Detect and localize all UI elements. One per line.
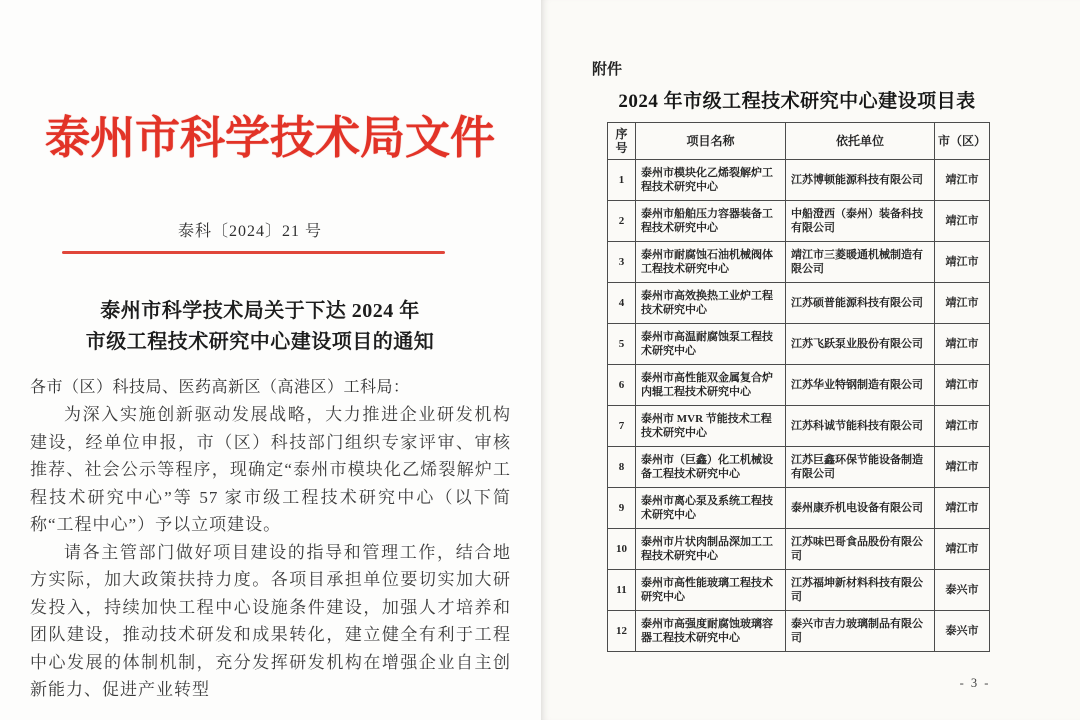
projects-table-body <box>608 160 990 652</box>
page-number: - 3 - <box>959 676 991 690</box>
cell-project-name: 泰州市片状肉制品深加工工程技术研究中心 <box>636 529 786 570</box>
table-row <box>608 570 990 611</box>
cell-city-district: 靖江市 <box>935 529 990 570</box>
cell-serial-number: 11 <box>608 570 636 611</box>
cell-project-name: 泰州市高性能玻璃工程技术研究中心 <box>636 570 786 611</box>
document-heading <box>10 296 510 358</box>
table-row <box>608 406 990 447</box>
cell-serial-number: 9 <box>608 488 636 529</box>
cell-city-district: 靖江市 <box>935 447 990 488</box>
table-row <box>608 242 990 283</box>
cell-supporting-unit: 泰州康乔机电设备有限公司 <box>786 488 935 529</box>
table-row <box>608 488 990 529</box>
cell-serial-number: 7 <box>608 406 636 447</box>
cell-city-district: 靖江市 <box>935 365 990 406</box>
cell-city-district: 靖江市 <box>935 406 990 447</box>
cell-serial-number: 2 <box>608 201 636 242</box>
cell-project-name: 泰州市高强度耐腐蚀玻璃容器工程技术研究中心 <box>636 611 786 652</box>
document-heading-line2: 市级工程技术研究中心建设项目的通知 <box>85 331 435 353</box>
cell-supporting-unit: 江苏华业特钢制造有限公司 <box>786 365 935 406</box>
body-paragraph-1: 为深入实施创新驱动发展战略，大力推进企业研发机构建设，经单位申报，市（区）科技部门组织专家评审、审核推荐、社会公示等程序，现确定“泰州市模块化乙烯裂解炉工程技术研究中心”等 57 家市级工程技术研究中心（以下简称“工程中心”）予以立项建设。 <box>30 405 511 534</box>
cell-city-district: 靖江市 <box>935 283 990 324</box>
cell-project-name: 泰州市 MVR 节能技术工程技术研究中心 <box>636 406 786 447</box>
table-row <box>608 324 990 365</box>
cell-serial-number: 1 <box>608 160 636 201</box>
cell-city-district: 靖江市 <box>935 324 990 365</box>
cell-serial-number: 5 <box>608 324 636 365</box>
cell-serial-number: 8 <box>608 447 636 488</box>
cell-supporting-unit: 江苏飞跃泵业股份有限公司 <box>786 324 935 365</box>
header-city-district: 市（区） <box>935 123 990 160</box>
cell-project-name: 泰州市高温耐腐蚀泵工程技术研究中心 <box>636 324 786 365</box>
table-row <box>608 529 990 570</box>
cell-city-district: 靖江市 <box>935 488 990 529</box>
salutation: 各市（区）科技局、医药高新区（高港区）工科局： <box>30 379 410 396</box>
cell-supporting-unit: 江苏博顿能源科技有限公司 <box>786 160 935 201</box>
cell-project-name: 泰州市耐腐蚀石油机械阀体工程技术研究中心 <box>636 242 786 283</box>
cell-project-name: 泰州市离心泵及系统工程技术研究中心 <box>636 488 786 529</box>
doc-number: 泰科〔2024〕21 号 <box>177 223 322 240</box>
table-row <box>608 201 990 242</box>
cell-supporting-unit: 江苏科诚节能科技有限公司 <box>786 406 935 447</box>
cell-project-name: 泰州市船舶压力容器装备工程技术研究中心 <box>636 201 786 242</box>
cell-serial-number: 6 <box>608 365 636 406</box>
cell-serial-number: 3 <box>608 242 636 283</box>
projects-table-wrap <box>607 122 991 652</box>
table-row <box>608 283 990 324</box>
table-row <box>608 160 990 201</box>
cell-project-name: 泰州市（巨鑫）化工机械设备工程技术研究中心 <box>636 447 786 488</box>
red-divider-rule <box>62 251 445 254</box>
cell-serial-number: 10 <box>608 529 636 570</box>
cell-city-district: 泰兴市 <box>935 611 990 652</box>
header-project-name: 项目名称 <box>636 123 786 160</box>
cell-supporting-unit: 江苏硕普能源科技有限公司 <box>786 283 935 324</box>
cell-supporting-unit: 江苏福坤新材料科技有限公司 <box>786 570 935 611</box>
table-header-row <box>608 123 990 160</box>
cell-supporting-unit: 靖江市三菱暖通机械制造有限公司 <box>786 242 935 283</box>
table-row <box>608 611 990 652</box>
cell-city-district: 靖江市 <box>935 160 990 201</box>
table-title: 2024 年市级工程技术研究中心建设项目表 <box>618 91 976 112</box>
cell-supporting-unit: 泰兴市吉力玻璃制品有限公司 <box>786 611 935 652</box>
body-text <box>30 401 511 704</box>
cell-city-district: 靖江市 <box>935 242 990 283</box>
cell-city-district: 泰兴市 <box>935 570 990 611</box>
header-serial-number: 序号 <box>608 123 636 160</box>
right-page <box>541 0 1080 720</box>
cell-supporting-unit: 中船澄西（泰州）装备科技有限公司 <box>786 201 935 242</box>
projects-table <box>607 122 990 652</box>
table-row <box>608 447 990 488</box>
cell-project-name: 泰州市高效换热工业炉工程技术研究中心 <box>636 283 786 324</box>
cell-project-name: 泰州市模块化乙烯裂解炉工程技术研究中心 <box>636 160 786 201</box>
letterhead-title: 泰州市科学技术局文件 <box>44 113 495 163</box>
cell-serial-number: 12 <box>608 611 636 652</box>
cell-supporting-unit: 江苏味巴哥食品股份有限公司 <box>786 529 935 570</box>
attachment-label: 附件 <box>592 62 623 78</box>
cell-city-district: 靖江市 <box>935 201 990 242</box>
cell-serial-number: 4 <box>608 283 636 324</box>
body-paragraph-2: 请各主管部门做好项目建设的指导和管理工作，结合地方实际，加大政策扶持力度。各项目承担单位要切实加大研发投入，持续加快工程中心设施条件建设，加强人才培养和团队建设，推动技术研发和成果转化，建立健全有利于工程中心发展的体制机制，充分发挥研发机构在增强企业自主创新能力、促进产业转型 <box>30 542 511 699</box>
cell-project-name: 泰州市高性能双金属复合炉内辊工程技术研究中心 <box>636 365 786 406</box>
document-heading-line1: 泰州市科学技术局关于下达 2024 年 <box>100 300 420 322</box>
table-row <box>608 365 990 406</box>
header-supporting-unit: 依托单位 <box>786 123 935 160</box>
cell-supporting-unit: 江苏巨鑫环保节能设备制造有限公司 <box>786 447 935 488</box>
